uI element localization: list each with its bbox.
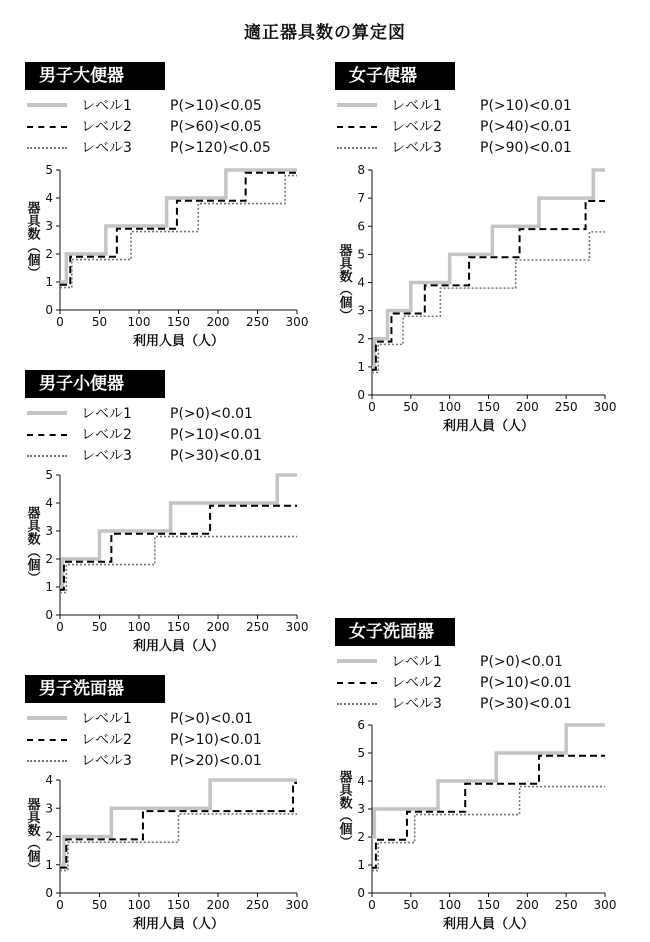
y-tick-label: 1 bbox=[357, 359, 365, 374]
legend-item bbox=[25, 425, 315, 445]
x-tick-label: 0 bbox=[56, 898, 64, 912]
y-tick-label: 0 bbox=[357, 388, 365, 402]
legend-label: レベル2 bbox=[391, 119, 442, 135]
y-tick-label: 2 bbox=[357, 830, 365, 844]
chart-plot bbox=[332, 715, 625, 933]
y-tick-label: 2 bbox=[45, 829, 53, 844]
legend-condition: P(>30)<0.01 bbox=[170, 448, 262, 464]
legend-label: レベル2 bbox=[81, 119, 132, 135]
x-axis-title: 利用人員（人） bbox=[132, 639, 225, 654]
legend-item bbox=[335, 117, 625, 137]
series-line-level1 bbox=[60, 170, 297, 282]
legend-item bbox=[25, 730, 315, 750]
legend-label: レベル3 bbox=[391, 696, 442, 712]
x-axis-title: 利用人員（人） bbox=[442, 419, 535, 434]
legend-condition: P(>10)<0.01 bbox=[170, 427, 262, 443]
legend-label: レベル1 bbox=[81, 406, 132, 422]
legend-item bbox=[25, 404, 315, 424]
x-tick-label: 200 bbox=[206, 898, 230, 912]
x-tick-label: 250 bbox=[554, 400, 578, 414]
y-axis-title: 器具数（個） bbox=[24, 797, 40, 876]
legend-item bbox=[335, 673, 625, 693]
y-tick-label: 5 bbox=[357, 746, 365, 760]
x-tick-label: 100 bbox=[127, 898, 151, 912]
series-line-level2 bbox=[60, 506, 297, 590]
y-tick-label: 6 bbox=[357, 718, 365, 732]
y-tick-label: 4 bbox=[357, 275, 365, 290]
chart-title: 男子大便器 bbox=[25, 62, 165, 90]
legend-item bbox=[25, 751, 315, 771]
legend-item bbox=[335, 138, 625, 158]
legend-swatch-level1 bbox=[27, 411, 67, 415]
legend-swatch-level3 bbox=[27, 760, 67, 762]
y-tick-label: 3 bbox=[357, 303, 365, 318]
x-tick-label: 300 bbox=[285, 620, 309, 634]
legend-label: レベル1 bbox=[391, 98, 442, 114]
x-tick-label: 100 bbox=[127, 620, 151, 634]
x-tick-label: 100 bbox=[438, 400, 462, 414]
x-tick-label: 150 bbox=[477, 400, 500, 414]
y-tick-label: 3 bbox=[45, 524, 53, 538]
legend-item bbox=[25, 709, 315, 729]
legend-swatch-level1 bbox=[337, 103, 377, 107]
y-tick-label: 1 bbox=[45, 275, 53, 289]
legend-label: レベル3 bbox=[81, 140, 132, 156]
legend-item bbox=[25, 446, 315, 466]
x-tick-label: 150 bbox=[167, 898, 190, 912]
legend-condition: P(>10)<0.01 bbox=[480, 98, 572, 114]
x-tick-label: 300 bbox=[593, 898, 617, 912]
legend-swatch-level3 bbox=[27, 147, 67, 149]
legend-swatch-level3 bbox=[337, 703, 377, 705]
legend-swatch-level3 bbox=[27, 455, 67, 457]
legend-condition: P(>10)<0.01 bbox=[480, 675, 572, 691]
y-tick-label: 0 bbox=[45, 608, 53, 622]
y-axis-title: 器具数（個） bbox=[336, 770, 352, 848]
x-tick-label: 200 bbox=[515, 400, 539, 414]
x-tick-label: 0 bbox=[56, 315, 64, 329]
x-tick-label: 250 bbox=[554, 898, 578, 912]
x-tick-label: 300 bbox=[593, 400, 617, 414]
series-line-level2 bbox=[60, 783, 297, 868]
x-tick-label: 250 bbox=[246, 620, 269, 634]
legend-swatch-level1 bbox=[27, 716, 67, 720]
chart-title: 女子便器 bbox=[335, 62, 455, 90]
y-tick-label: 1 bbox=[357, 858, 365, 872]
legend-item bbox=[335, 694, 625, 714]
chart-plot bbox=[20, 160, 317, 350]
x-tick-label: 150 bbox=[167, 315, 190, 329]
y-tick-label: 4 bbox=[45, 496, 53, 510]
y-tick-label: 5 bbox=[45, 468, 53, 482]
legend-condition: P(>20)<0.01 bbox=[170, 753, 262, 769]
legend-label: レベル2 bbox=[81, 732, 132, 748]
y-tick-label: 2 bbox=[45, 247, 53, 261]
legend-label: レベル3 bbox=[81, 448, 132, 464]
legend-condition: P(>0)<0.01 bbox=[170, 711, 253, 727]
y-tick-label: 1 bbox=[45, 580, 53, 594]
legend-item bbox=[335, 96, 625, 116]
y-axis-title: 器具数（個） bbox=[24, 506, 40, 584]
legend-swatch-level1 bbox=[337, 659, 377, 663]
x-tick-label: 150 bbox=[477, 898, 500, 912]
legend-label: レベル2 bbox=[81, 427, 132, 443]
legend-condition: P(>0)<0.01 bbox=[170, 406, 253, 422]
legend-swatch-level1 bbox=[27, 103, 67, 107]
legend-swatch-level2 bbox=[27, 739, 67, 741]
series-line-level1 bbox=[60, 780, 297, 865]
chart-plot bbox=[20, 770, 317, 933]
legend-label: レベル1 bbox=[81, 711, 132, 727]
legend-label: レベル3 bbox=[391, 140, 442, 156]
y-tick-label: 3 bbox=[45, 801, 53, 816]
x-tick-label: 100 bbox=[127, 315, 151, 329]
legend-swatch-level2 bbox=[337, 126, 377, 128]
chart-title: 男子洗面器 bbox=[25, 675, 165, 703]
legend-condition: P(>120)<0.05 bbox=[170, 140, 271, 156]
legend-condition: P(>60)<0.05 bbox=[170, 119, 262, 135]
x-tick-label: 0 bbox=[368, 400, 376, 414]
legend-item bbox=[25, 117, 315, 137]
y-tick-label: 5 bbox=[357, 247, 365, 262]
y-tick-label: 7 bbox=[357, 191, 365, 206]
x-tick-label: 50 bbox=[91, 620, 108, 634]
chart-title: 男子小便器 bbox=[25, 370, 165, 398]
series-line-level2 bbox=[372, 756, 605, 868]
y-tick-label: 4 bbox=[45, 773, 53, 787]
series-line-level3 bbox=[372, 787, 605, 871]
x-tick-label: 50 bbox=[91, 315, 108, 329]
y-tick-label: 6 bbox=[357, 219, 365, 234]
series-line-level1 bbox=[372, 170, 605, 367]
y-axis-title: 器具数（個） bbox=[336, 243, 352, 322]
x-axis-title: 利用人員（人） bbox=[132, 917, 225, 932]
x-tick-label: 250 bbox=[246, 315, 269, 329]
legend-swatch-level2 bbox=[27, 434, 67, 436]
x-tick-label: 150 bbox=[167, 620, 190, 634]
series-line-level2 bbox=[60, 173, 297, 285]
legend-item bbox=[335, 652, 625, 672]
y-tick-label: 0 bbox=[45, 303, 53, 317]
x-tick-label: 50 bbox=[403, 898, 419, 912]
series-line-level3 bbox=[60, 176, 297, 288]
x-tick-label: 300 bbox=[285, 315, 309, 329]
series-line-level3 bbox=[60, 537, 297, 593]
legend-condition: P(>30)<0.01 bbox=[480, 696, 572, 712]
series-line-level3 bbox=[60, 814, 297, 871]
series-line-level1 bbox=[60, 475, 297, 587]
legend-label: レベル1 bbox=[391, 654, 442, 670]
y-tick-label: 4 bbox=[357, 774, 365, 788]
y-tick-label: 0 bbox=[45, 886, 53, 900]
x-tick-label: 250 bbox=[246, 898, 269, 912]
legend-condition: P(>10)<0.05 bbox=[170, 98, 262, 114]
legend-swatch-level2 bbox=[337, 682, 377, 684]
y-tick-label: 5 bbox=[45, 163, 53, 177]
y-tick-label: 3 bbox=[45, 219, 53, 233]
legend-swatch-level3 bbox=[337, 147, 377, 149]
y-axis-title: 器具数（個） bbox=[24, 201, 40, 279]
x-tick-label: 200 bbox=[206, 620, 230, 634]
legend-label: レベル1 bbox=[81, 98, 132, 114]
legend-item bbox=[25, 138, 315, 158]
chart-plot bbox=[332, 160, 625, 435]
legend-label: レベル3 bbox=[81, 753, 132, 769]
x-tick-label: 0 bbox=[368, 898, 376, 912]
page-title: 適正器具数の算定図 bbox=[244, 23, 406, 43]
legend-condition: P(>90)<0.01 bbox=[480, 140, 572, 156]
x-axis-title: 利用人員（人） bbox=[442, 917, 535, 932]
x-tick-label: 50 bbox=[403, 400, 419, 414]
x-axis-title: 利用人員（人） bbox=[132, 334, 225, 349]
legend-swatch-level2 bbox=[27, 126, 67, 128]
y-tick-label: 4 bbox=[45, 191, 53, 205]
legend-condition: P(>10)<0.01 bbox=[170, 732, 262, 748]
x-tick-label: 0 bbox=[56, 620, 64, 634]
chart-plot bbox=[20, 465, 317, 655]
legend-label: レベル2 bbox=[391, 675, 442, 691]
chart-title: 女子洗面器 bbox=[335, 618, 455, 646]
legend-condition: P(>40)<0.01 bbox=[480, 119, 572, 135]
x-tick-label: 200 bbox=[515, 898, 539, 912]
legend-item bbox=[25, 96, 315, 116]
x-tick-label: 100 bbox=[438, 898, 462, 912]
y-tick-label: 1 bbox=[45, 857, 53, 872]
y-tick-label: 8 bbox=[357, 163, 365, 177]
y-tick-label: 2 bbox=[357, 331, 365, 346]
y-tick-label: 0 bbox=[357, 886, 365, 900]
x-tick-label: 50 bbox=[91, 898, 108, 912]
x-tick-label: 300 bbox=[285, 898, 309, 912]
legend-condition: P(>0)<0.01 bbox=[480, 654, 563, 670]
x-tick-label: 200 bbox=[206, 315, 230, 329]
y-tick-label: 2 bbox=[45, 552, 53, 566]
series-line-level2 bbox=[372, 201, 605, 370]
y-tick-label: 3 bbox=[357, 802, 365, 816]
